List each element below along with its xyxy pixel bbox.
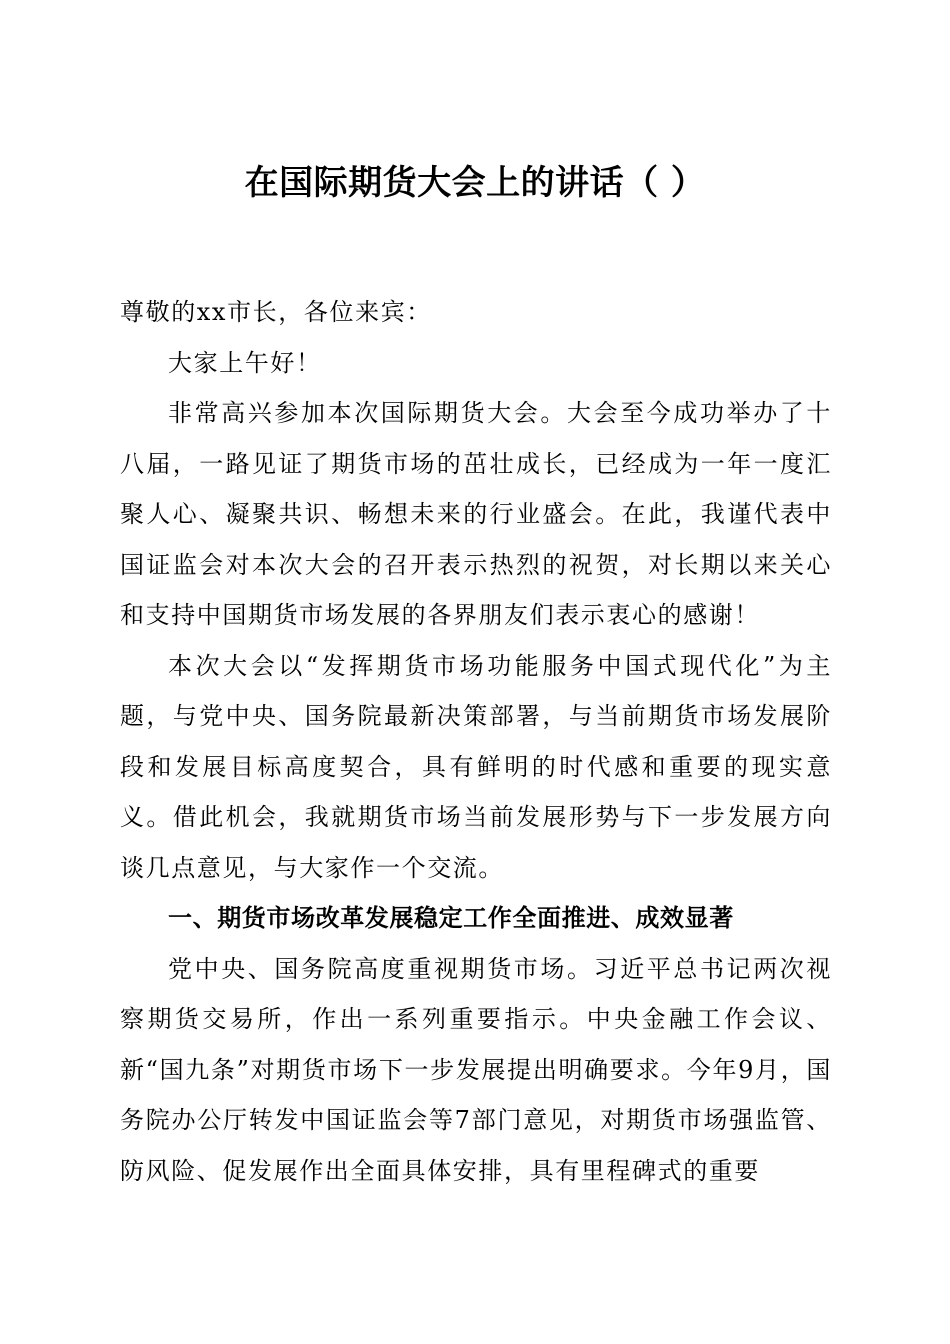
- paragraph-theme: 本次大会以“发挥期货市场功能服务中国式现代化”为主题，与党中央、国务院最新决策部署，与当前期货市场发展阶段和发展目标高度契合，具有鲜明的时代感和重要的现实意义。借此机会，我就期货市场当前发展形势与下一步发展方向谈几点意见，与大家作一个交流。: [120, 651, 832, 882]
- greeting: 大家上午好！: [168, 348, 322, 377]
- salutation: 尊敬的xx市长，各位来宾：: [120, 298, 432, 326]
- document-body: [120, 287, 832, 1196]
- paragraph-opening: 非常高兴参加本次国际期货大会。大会至今成功举办了十八届，一路见证了期货市场的茁壮成长，已经成为一年一度汇聚人心、凝聚共识、畅想未来的行业盛会。在此，我谨代表中国证监会对本次大会的召开表示热烈的祝贺，对长期以来关心和支持中国期货市场发展的各界朋友们表示衷心的感谢！: [120, 399, 832, 629]
- paragraph-section-one: 党中央、国务院高度重视期货市场。习近平总书记两次视察期货交易所，作出一系列重要指示。中央金融工作会议、新“国九条”对期货市场下一步发展提出明确要求。今年9月，国务院办公厅转发中国证监会等7部门意见，对期货市场强监管、防风险、促发展作出全面具体安排，具有里程碑式的重要: [120, 954, 832, 1185]
- section-heading: 一、期货市场改革发展稳定工作全面推进、成效显著: [168, 904, 734, 932]
- document-title: 在国际期货大会上的讲话（ ）: [244, 163, 706, 203]
